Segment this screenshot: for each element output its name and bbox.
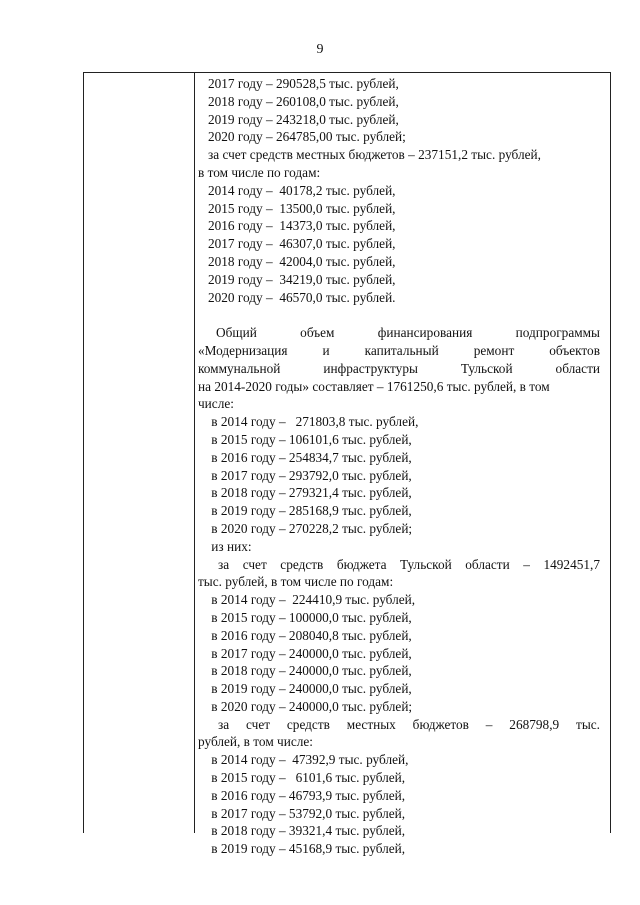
text-line: в 2017 году – 240000,0 тыс. рублей,: [198, 645, 412, 661]
paragraph-line: числе:: [198, 396, 234, 412]
text-line: из них:: [198, 538, 252, 554]
text-line: 2016 году – 14373,0 тыс. рублей,: [198, 218, 396, 234]
table-frame: [83, 72, 611, 857]
text-line: в том числе по годам:: [198, 164, 321, 180]
text-line: в 2020 году – 270228,2 тыс. рублей;: [198, 520, 413, 536]
text-line: в 2019 году – 45168,9 тыс. рублей,: [198, 841, 406, 857]
block-2: [198, 413, 600, 555]
text-line: 2015 году – 13500,0 тыс. рублей,: [198, 200, 396, 216]
text-line: в 2016 году – 46793,9 тыс. рублей,: [198, 787, 406, 803]
text-line: в 2014 году – 271803,8 тыс. рублей,: [198, 414, 419, 430]
column-divider: [194, 73, 195, 833]
local-line: за счет средств местных бюджетов – 268798,9 тыс.: [218, 716, 600, 732]
text-line: 2019 году – 243218,0 тыс. рублей,: [198, 111, 399, 127]
text-line: за счет средств местных бюджетов – 237151,2 тыс. рублей,: [198, 147, 541, 163]
text-line: в 2015 году – 6101,6 тыс. рублей,: [198, 770, 406, 786]
spacer: [198, 306, 600, 324]
paragraph-line: на 2014-2020 годы» составляет – 1761250,6 тыс. рублей, в том: [198, 378, 550, 394]
text-line: 2018 году – 260108,0 тыс. рублей,: [198, 93, 399, 109]
text-line: в 2014 году – 224410,9 тыс. рублей,: [198, 592, 416, 608]
text-line: в 2017 году – 53792,0 тыс. рублей,: [198, 805, 406, 821]
text-line: в 2018 году – 279321,4 тыс. рублей,: [198, 485, 412, 501]
text-line: в 2018 году – 240000,0 тыс. рублей,: [198, 663, 412, 679]
text-line: 2017 году – 46307,0 тыс. рублей,: [198, 236, 396, 252]
text-line: 2019 году – 34219,0 тыс. рублей,: [198, 271, 396, 287]
text-line: 2020 году – 264785,00 тыс. рублей;: [198, 129, 406, 145]
block-3: [198, 591, 600, 716]
financing-text: [198, 75, 600, 858]
text-line: в 2016 году – 208040,8 тыс. рублей,: [198, 627, 412, 643]
text-line: 2020 году – 46570,0 тыс. рублей.: [198, 289, 396, 305]
block-4: [198, 751, 600, 858]
text-line: 2018 году – 42004,0 тыс. рублей,: [198, 253, 396, 269]
page-number: 9: [316, 42, 324, 57]
text-line: в 2017 году – 293792,0 тыс. рублей,: [198, 467, 412, 483]
text-line: в 2015 году – 106101,6 тыс. рублей,: [198, 431, 412, 447]
paragraph-line: «Модернизация и капитальный ремонт объектов: [198, 342, 600, 358]
text-line: в 2014 году – 47392,9 тыс. рублей,: [198, 752, 409, 768]
text-line: 2014 году – 40178,2 тыс. рублей,: [198, 182, 396, 198]
regional-line: тыс. рублей, в том числе по годам:: [198, 574, 394, 590]
text-line: в 2016 году – 254834,7 тыс. рублей,: [198, 449, 412, 465]
regional-line: за счет средств бюджета Тульской области – 1492451,7: [218, 556, 600, 572]
paragraph-line: коммунальной инфраструктуры Тульской области: [198, 360, 600, 376]
text-line: 2017 году – 290528,5 тыс. рублей,: [198, 76, 399, 91]
text-line: в 2019 году – 240000,0 тыс. рублей,: [198, 681, 412, 697]
text-line: в 2018 году – 39321,4 тыс. рублей,: [198, 823, 406, 839]
block-1: [198, 75, 600, 306]
text-line: в 2019 году – 285168,9 тыс. рублей,: [198, 503, 412, 519]
local-line: рублей, в том числе:: [198, 734, 313, 750]
text-line: в 2020 году – 240000,0 тыс. рублей;: [198, 698, 413, 714]
text-line: в 2015 году – 100000,0 тыс. рублей,: [198, 609, 412, 625]
paragraph: [198, 324, 600, 413]
paragraph-line: Общий объем финансирования подпрограммы: [216, 325, 600, 341]
